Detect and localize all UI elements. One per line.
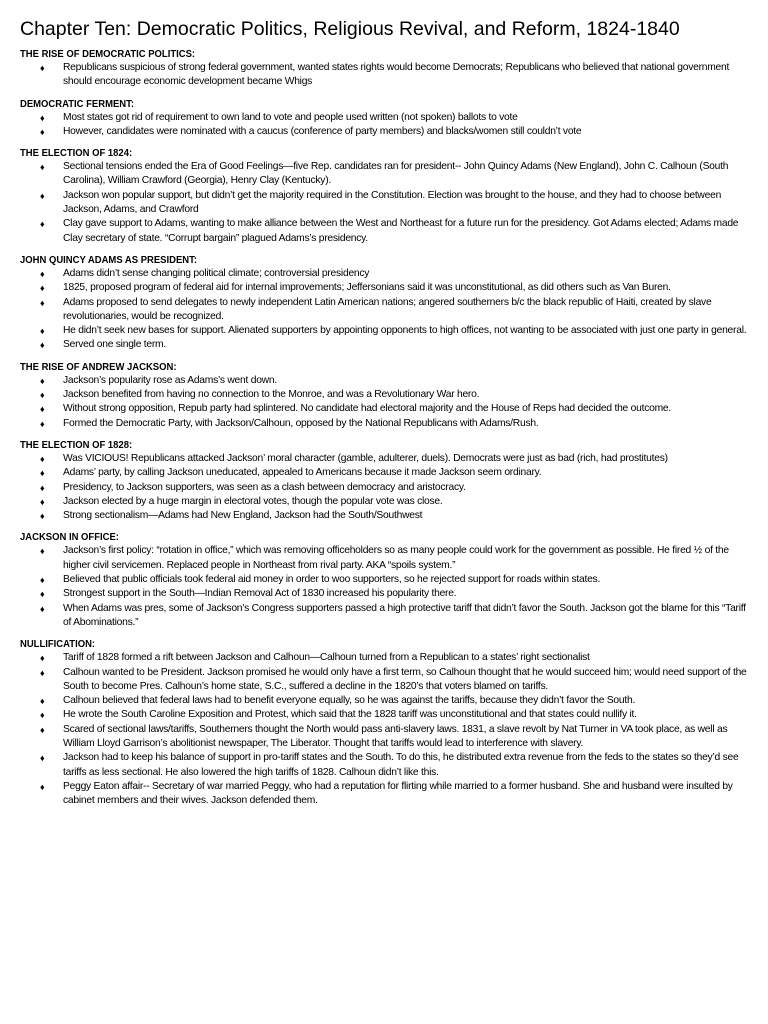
bullet-text: Formed the Democratic Party, with Jackson/Calhoun, opposed by the National Republicans with Adams/Rush. xyxy=(63,417,539,429)
section xyxy=(20,147,754,246)
diamond-bullet-icon: ♦ xyxy=(40,546,45,557)
bullet-item xyxy=(20,452,754,466)
bullet-text: Without strong opposition, Repub party had splintered. No candidate had electoral majority and the House of Reps had decided the outcome. xyxy=(63,403,671,415)
bullet-list xyxy=(20,452,754,523)
diamond-bullet-icon: ♦ xyxy=(40,653,45,664)
bullet-text: Presidency, to Jackson supporters, was seen as a clash between democracy and aristocracy. xyxy=(63,481,466,493)
bullet-text: Most states got rid of requirement to own land to vote and people used written (not spoken) ballots to vote xyxy=(63,111,518,123)
diamond-bullet-icon: ♦ xyxy=(40,297,45,308)
diamond-bullet-icon: ♦ xyxy=(40,190,45,201)
bullet-item xyxy=(20,402,754,416)
section-heading: JACKSON IN OFFICE: xyxy=(20,532,119,544)
bullet-text: Jackson’s first policy: “rotation in office,” which was removing officeholders so as many people could work for the government as possible. He fired ½ of the higher civil servicemen. Replaced people in Northeast from rival party. AKA “spoils system.” xyxy=(63,545,729,571)
bullet-item xyxy=(20,388,754,402)
bullet-text: However, candidates were nominated with a caucus (conference of party members) and blacks/women still couldn’t vote xyxy=(63,125,582,137)
diamond-bullet-icon: ♦ xyxy=(40,710,45,721)
bullet-list xyxy=(20,651,754,808)
bullet-list xyxy=(20,61,754,90)
section-heading: DEMOCRATIC FERMENT: xyxy=(20,98,135,110)
bullet-item xyxy=(20,544,754,573)
diamond-bullet-icon: ♦ xyxy=(40,268,45,279)
bullet-item xyxy=(20,125,754,139)
bullet-text: Peggy Eaton affair-- Secretary of war married Peggy, who had a reputation for flirting while married to a former husband. She and husband were insulted by cabinet members and their wives. Jackson defended them. xyxy=(63,780,733,807)
section xyxy=(20,98,754,140)
bullet-item xyxy=(20,651,754,665)
diamond-bullet-icon: ♦ xyxy=(40,511,45,522)
bullet-list xyxy=(20,544,754,630)
diamond-bullet-icon: ♦ xyxy=(40,667,45,678)
section xyxy=(20,531,754,630)
section xyxy=(20,361,754,431)
diamond-bullet-icon: ♦ xyxy=(40,390,45,401)
bullet-text: When Adams was pres, some of Jackson’s Congress supporters passed a high protective tariff that didn’t favor the South. Jackson got the blame for this “Tariff of Abominations.” xyxy=(63,602,746,628)
bullet-item xyxy=(20,338,754,352)
document-title: Chapter Ten: Democratic Politics, Religious Revival, and Reform, 1824-1840 xyxy=(20,18,680,40)
bullet-text: Sectional tensions ended the Era of Good Feelings—five Rep. candidates ran for president-- John Quincy Adams (New England), John C. Calhoun (South Carolina), William Crawford (Georgia), Henry Clay (Kentucky). xyxy=(63,161,729,187)
bullet-item xyxy=(20,587,754,601)
section-heading: NULLIFICATION: xyxy=(20,639,96,651)
bullet-text: Strong sectionalism—Adams had New England, Jackson had the South/Southwest xyxy=(63,510,423,522)
bullet-text: Scared of sectional laws/tariffs, Southerners thought the North would pass anti-slavery laws. 1831, a slave revolt by Nat Turner in VA took place, as well as William Lloyd Garrison’s abolitionist newspaper, The Liberator. Thought that tariffs would lead to interference with slavery. xyxy=(63,723,728,749)
diamond-bullet-icon: ♦ xyxy=(40,781,45,792)
diamond-bullet-icon: ♦ xyxy=(40,326,45,337)
diamond-bullet-icon: ♦ xyxy=(40,696,45,707)
bullet-list xyxy=(20,267,754,353)
diamond-bullet-icon: ♦ xyxy=(40,589,45,600)
diamond-bullet-icon: ♦ xyxy=(40,404,45,415)
bullet-item xyxy=(20,374,754,388)
bullet-list xyxy=(20,111,754,140)
diamond-bullet-icon: ♦ xyxy=(40,126,45,137)
diamond-bullet-icon: ♦ xyxy=(40,468,45,479)
bullet-item xyxy=(20,481,754,495)
section-heading: THE ELECTION OF 1828: xyxy=(20,439,133,451)
section xyxy=(20,439,754,523)
section xyxy=(20,254,754,353)
bullet-text: Jackson’s popularity rose as Adams’s went down. xyxy=(63,374,277,386)
bullet-item xyxy=(20,189,754,218)
bullet-text: Jackson had to keep his balance of support in pro-tariff states and the South. To do this, he distributed extra revenue from the feds to the states so they’d see tariffs as less sectional. He also lowered the high tariffs of 1828. Calhoun didn’t like this. xyxy=(63,752,739,778)
bullet-text: Believed that public officials took federal aid money in order to woo supporters, so he rejected support for roads within states. xyxy=(63,574,601,586)
section-heading: JOHN QUINCY ADAMS AS PRESIDENT: xyxy=(20,254,198,266)
bullet-text: Calhoun believed that federal laws had to benefit everyone equally, so he was against the tariffs, because they didn’t favor the South. xyxy=(63,695,636,707)
bullet-text: Clay gave support to Adams, wanting to make alliance between the West and Northeast for a future run for the presidency. Got Adams elected; Adams made Clay secretary of state. “Corrupt bargain” plagued Adams’s presidency. xyxy=(63,218,739,244)
bullet-item xyxy=(20,417,754,431)
diamond-bullet-icon: ♦ xyxy=(40,340,45,351)
bullet-item xyxy=(20,708,754,722)
section-heading: THE RISE OF ANDREW JACKSON: xyxy=(20,361,177,373)
diamond-bullet-icon: ♦ xyxy=(40,575,45,586)
diamond-bullet-icon: ♦ xyxy=(40,63,45,73)
diamond-bullet-icon: ♦ xyxy=(40,453,45,464)
section xyxy=(20,48,754,90)
bullet-text: Jackson won popular support, but didn’t get the majority required in the Constitution. Election was brought to the house, and they had to choose between Jackson, Adams, and Crawford xyxy=(63,189,722,216)
bullet-text: Adams proposed to send delegates to newly independent Latin American nations; angered southerners b/c the black republic of Haiti, created by slave revolutionaries, would be recognized. xyxy=(63,296,712,322)
section xyxy=(20,638,754,808)
bullet-item xyxy=(20,694,754,708)
diamond-bullet-icon: ♦ xyxy=(40,724,45,735)
bullet-text: Was VICIOUS! Republicans attacked Jackson’ moral character (gamble, adulterer, duels). Democrats were just as bad (rich, had prostitutes) xyxy=(63,452,668,464)
bullet-item xyxy=(20,780,754,809)
diamond-bullet-icon: ♦ xyxy=(40,375,45,386)
bullet-text: He wrote the South Caroline Exposition and Protest, which said that the 1828 tariff was unconstitutional and that states could nullify it. xyxy=(63,709,637,721)
bullet-item xyxy=(20,324,754,338)
bullet-item xyxy=(20,602,754,631)
diamond-bullet-icon: ♦ xyxy=(40,753,45,764)
bullet-text: Strongest support in the South—Indian Removal Act of 1830 increased his popularity there. xyxy=(63,588,457,600)
bullet-text: Jackson benefited from having no connection to the Monroe, and was a Revolutionary War hero. xyxy=(63,389,480,401)
section-heading: THE ELECTION OF 1824: xyxy=(20,148,133,160)
bullet-item xyxy=(20,111,754,125)
diamond-bullet-icon: ♦ xyxy=(40,496,45,507)
diamond-bullet-icon: ♦ xyxy=(40,418,45,429)
diamond-bullet-icon: ♦ xyxy=(40,603,45,614)
bullet-item xyxy=(20,666,754,695)
bullet-text: He didn’t seek new bases for support. Alienated supporters by appointing opponents to high offices, not wanting to be associated with just one party in general. xyxy=(63,325,747,337)
bullet-text: Adams’ party, by calling Jackson uneducated, appealed to Americans because it made Jackson seem ordinary. xyxy=(63,467,542,479)
sections-container xyxy=(20,48,754,808)
bullet-item xyxy=(20,495,754,509)
diamond-bullet-icon: ♦ xyxy=(40,112,45,123)
section-heading: THE RISE OF DEMOCRATIC POLITICS: xyxy=(20,49,196,60)
bullet-text: Republicans suspicious of strong federal government, wanted states rights would become Democrats; Republicans who believed that national government should encourage economic development became Whigs xyxy=(63,62,730,88)
diamond-bullet-icon: ♦ xyxy=(40,482,45,493)
bullet-item xyxy=(20,509,754,523)
bullet-text: Adams didn’t sense changing political climate; controversial presidency xyxy=(63,267,370,279)
bullet-text: Calhoun wanted to be President. Jackson promised he would only have a first term, so Calhoun thought that he would succeed him; would need support of the South to become Pres. Calhoun’s home state, S.C., suffered a decline in the 1820’s that voters blamed on tariffs. xyxy=(63,666,747,692)
bullet-text: 1825, proposed program of federal aid for internal improvements; Jeffersonians said it was unconstitutional, as did others such as Van Buren. xyxy=(63,282,671,294)
bullet-item xyxy=(20,61,754,90)
bullet-item xyxy=(20,217,754,246)
bullet-list xyxy=(20,160,754,246)
bullet-item xyxy=(20,466,754,480)
diamond-bullet-icon: ♦ xyxy=(40,162,45,173)
bullet-item xyxy=(20,751,754,780)
bullet-text: Tariff of 1828 formed a rift between Jackson and Calhoun—Calhoun turned from a Republican to a states’ right sectionalist xyxy=(63,652,590,664)
diamond-bullet-icon: ♦ xyxy=(40,219,45,230)
bullet-list xyxy=(20,374,754,431)
bullet-item xyxy=(20,573,754,587)
bullet-item xyxy=(20,160,754,189)
bullet-text: Served one single term. xyxy=(63,339,166,351)
bullet-item xyxy=(20,723,754,752)
bullet-item xyxy=(20,267,754,281)
bullet-item xyxy=(20,281,754,295)
diamond-bullet-icon: ♦ xyxy=(40,283,45,294)
bullet-text: Jackson elected by a huge margin in electoral votes, though the popular vote was close. xyxy=(63,495,443,507)
bullet-item xyxy=(20,296,754,325)
